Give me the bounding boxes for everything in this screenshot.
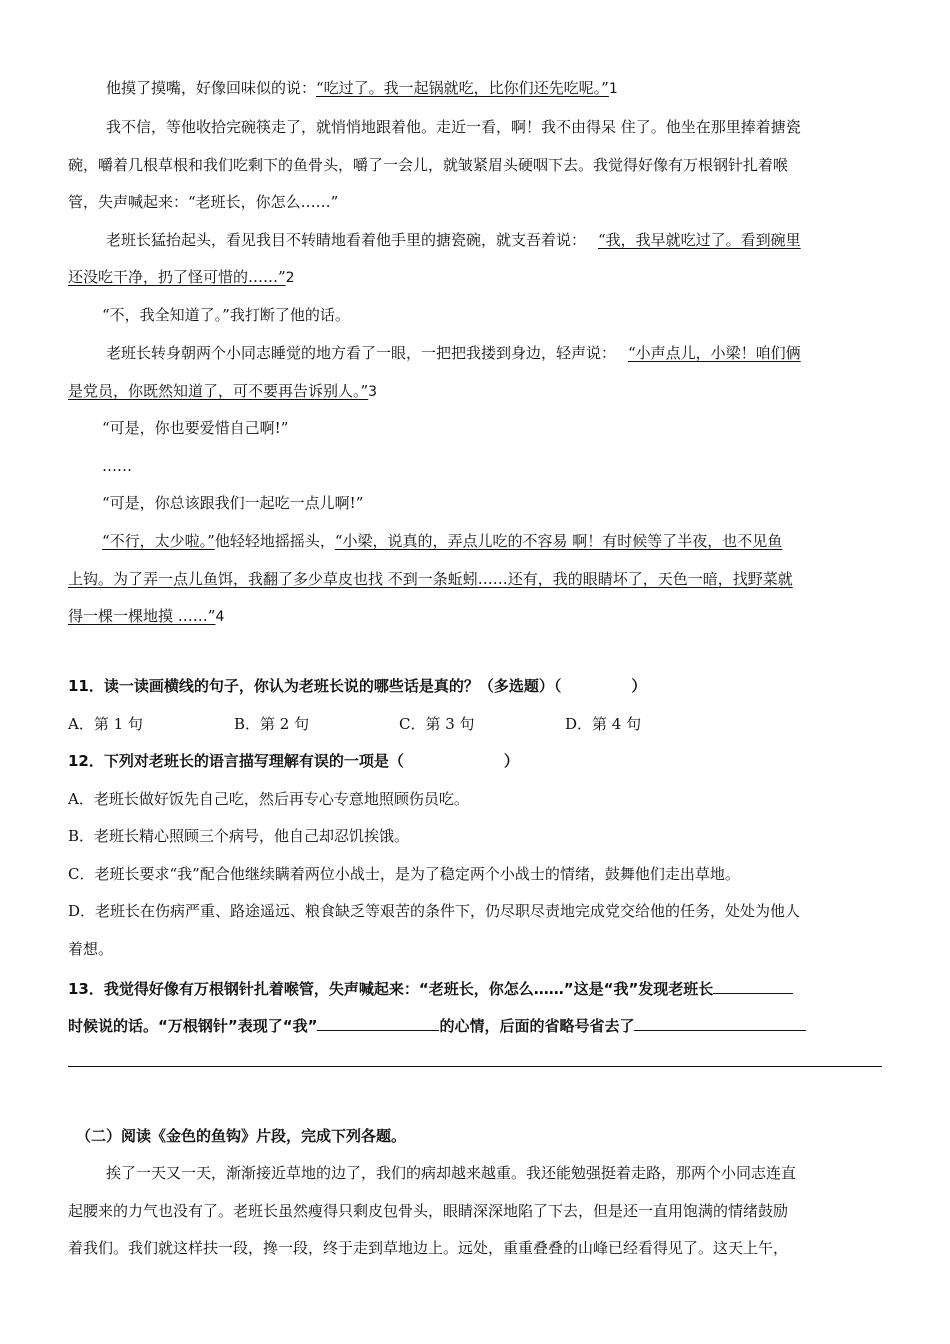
passage-ellipsis: ……	[102, 457, 132, 475]
narration-text: 老班长猛抬起头，看见我目不转睛地看着他手里的搪瓷碗，就支吾着说：	[106, 231, 587, 249]
passage-paragraph-9-line-2	[68, 569, 793, 589]
passage-paragraph-1	[68, 78, 618, 99]
sentence-number-2: 2	[285, 270, 295, 286]
option-a: A．第 1 句	[68, 715, 143, 733]
underlined-sentence-4-cont: “小梁，说真的，弄点儿吃的不容易 啊！有时候等了半夜，也不见鱼	[334, 532, 783, 550]
underlined-sentence-2: “我，我早就吃过了。看到碗里	[598, 231, 801, 249]
passage-paragraph-9-line-1	[68, 531, 782, 551]
question-12-close-paren: ）	[503, 752, 519, 770]
answer-blank-2[interactable]	[317, 1014, 439, 1031]
underlined-sentence-3: “小声点儿，小梁！咱们俩	[628, 344, 801, 362]
question-12-option-a: A．老班长做好饭先自己吃，然后再专心专意地照顾伤员吃。	[68, 790, 469, 808]
question-12-option-c: C．老班长要求“我”配合他继续瞒着两位小战士，是为了稳定两个小战士的情绪，鼓舞他们走出草地。	[68, 865, 740, 883]
passage-paragraph-9-line-3	[68, 606, 224, 627]
option-d: D．第 4 句	[565, 715, 642, 733]
passage-paragraph-3-line-2	[68, 267, 295, 288]
question-13-line-2	[68, 1014, 806, 1036]
answer-blank-1[interactable]	[713, 977, 793, 994]
answer-blank-3[interactable]	[634, 1014, 806, 1031]
passage-paragraph-2-line-2: 碗，嚼着几根草根和我们吃剩下的鱼骨头，嚼了一会儿，就皱紧眉头硬咽下去。我觉得好像有万根钢针扎着喉	[68, 156, 789, 174]
passage-paragraph-6: “可是，你也要爱惜自己啊!”	[102, 419, 289, 437]
section-2-heading: （二）阅读《金色的鱼钩》片段，完成下列各题。	[76, 1127, 407, 1145]
underlined-sentence-2-cont: 还没吃干净，扔了怪可惜的……”	[68, 268, 286, 286]
passage-paragraph-3-line-1	[68, 230, 801, 250]
underlined-sentence-1: “吃过了。我一起锅就吃，比你们还先吃呢。”	[316, 79, 609, 97]
question-12-option-d-cont: 着想。	[68, 940, 114, 958]
narration-text: 他轻轻地摇摇头，	[214, 532, 335, 550]
passage-paragraph-5-line-2	[68, 381, 377, 402]
section-2-paragraph-line-3: 着我们。我们就这样扶一段，搀一段，终于走到草地边上。远处，重重叠叠的山峰已经看得见了。这天上午，	[68, 1239, 789, 1257]
sentence-number-4: 4	[215, 609, 225, 625]
question-13-text: 13．我觉得好像有万根钢针扎着喉管，失声喊起来：“老班长，你怎么……”这是“我”发现老班长	[68, 980, 714, 998]
sentence-number-1: 1	[608, 81, 618, 97]
question-12-text: 12．下列对老班长的语言描写理解有误的一项是（	[68, 752, 404, 770]
section-2-paragraph-line-1: 挨了一天又一天，渐渐接近草地的边了，我们的病却越来越重。我还能勉强挺着走路，那两个小同志连直	[106, 1164, 797, 1182]
sentence-number-3: 3	[368, 384, 378, 400]
question-13-text: 的心情，后面的省略号省去了	[439, 1017, 635, 1035]
section-2-paragraph-line-2: 起腰来的力气也没有了。老班长虽然瘦得只剩皮包骨头，眼睛深深地陷了下去，但是还一直用饱满的情绪鼓励	[68, 1202, 789, 1220]
underlined-sentence-3-cont: 是党员，你既然知道了，可不要再告诉别人。”	[68, 382, 369, 400]
question-12-option-b: B．老班长精心照顾三个病号，他自己却忍饥挨饿。	[68, 827, 410, 845]
passage-paragraph-4: “不，我全知道了。”我打断了他的话。	[102, 306, 350, 324]
question-12-option-d: D．老班长在伤病严重、路途遥远、粮食缺乏等艰苦的条件下，仍尽职尽责地完成党交给他的任务，处处为他人	[68, 902, 801, 920]
underlined-sentence-4-cont: 得一棵一棵地摸 ……”	[68, 607, 216, 625]
underlined-sentence-4: “不行，太少啦。”	[102, 532, 215, 550]
passage-paragraph-5-line-1	[68, 343, 801, 363]
passage-paragraph-8: “可是，你总该跟我们一起吃一点儿啊!”	[102, 494, 364, 512]
option-b: B．第 2 句	[234, 715, 310, 733]
question-11-close-paren: ）	[631, 677, 647, 695]
answer-line[interactable]	[68, 1066, 882, 1067]
question-11	[68, 676, 646, 696]
narration-text: 老班长转身朝两个小同志睡觉的地方看了一眼，一把把我搂到身边，轻声说：	[106, 344, 617, 362]
question-13-line-1	[68, 977, 793, 999]
question-11-text: 11．读一读画横线的句子，你认为老班长说的哪些话是真的？（多选题）（	[68, 677, 562, 695]
passage-paragraph-2-line-3: 管，失声喊起来：“老班长，你怎么……”	[68, 193, 339, 211]
question-13-text: 时候说的话。“万根钢针”表现了“我”	[68, 1017, 318, 1035]
question-12	[68, 751, 519, 771]
underlined-sentence-4-cont: 上钩。为了弄一点儿鱼饵，我翻了多少草皮也找 不到一条蚯蚓……还有，我的眼睛坏了，天色一暗，找野菜就	[68, 570, 793, 588]
narration-text: 他摸了摸嘴，好像回味似的说：	[106, 79, 317, 97]
passage-paragraph-2-line-1: 我不信，等他收拾完碗筷走了，就悄悄地跟着他。走近一看，啊！我不由得呆 住了。他坐在那里捧着搪瓷	[106, 118, 801, 136]
option-c: C．第 3 句	[399, 715, 475, 733]
